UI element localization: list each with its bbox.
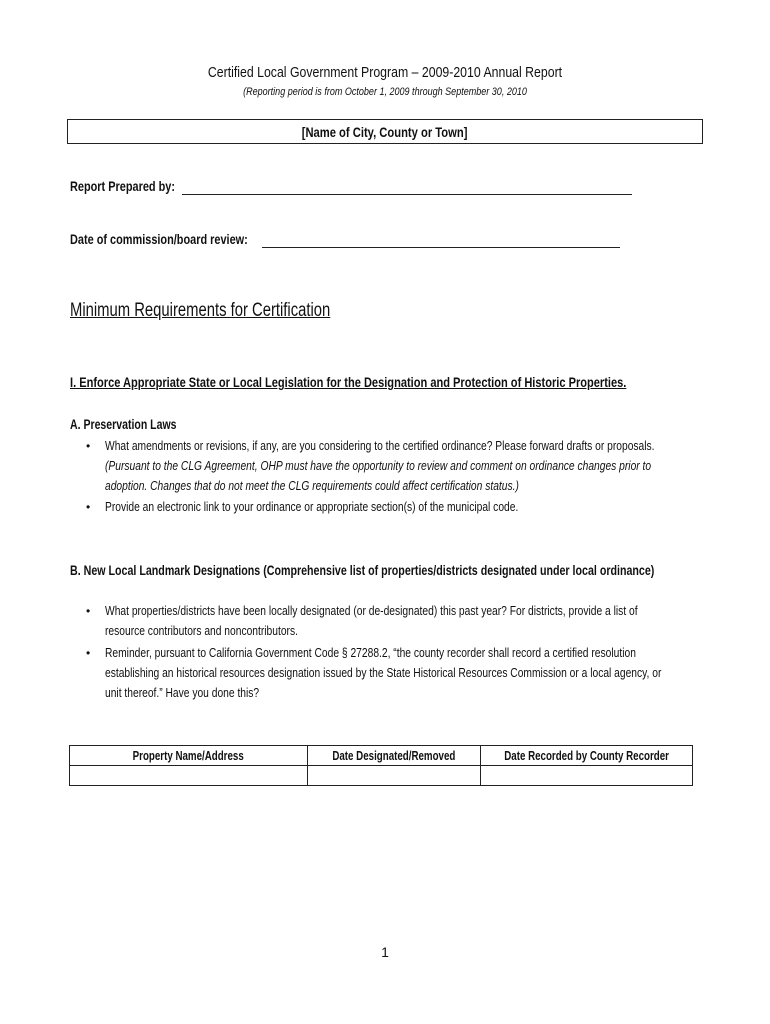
report-title: Certified Local Government Program – 2009-2010 Annual Report [207, 64, 563, 81]
table-header-row [70, 746, 693, 766]
review-date-label: Date of commission/board review: [70, 231, 248, 247]
name-of-city-placeholder: [Name of City, County or Town] [302, 124, 468, 140]
table-row [70, 766, 693, 786]
prepared-by-row [70, 178, 205, 194]
bullet-text: What properties/districts have been locally designated (or de-designated) this past year? For districts, provide a list of [105, 603, 638, 618]
name-of-city-box[interactable] [67, 119, 703, 144]
property-cell[interactable] [70, 766, 308, 786]
bullet-text: establishing an historical resources designation issued by the State Historical Resources Commission or a local agency, or [105, 665, 662, 680]
report-subtitle: (Reporting period is from October 1, 2009 through September 30, 2010 [243, 86, 527, 98]
bullet-text: (Pursuant to the CLG Agreement, OHP must have the opportunity to review and comment on ordinance changes prior to [105, 458, 652, 473]
min-requirements-heading: Minimum Requirements for Certification [70, 300, 331, 321]
bullet-dot-icon: • [86, 439, 91, 453]
bullet-text: adoption. Changes that do not meet the CLG requirements could affect certification status.) [105, 478, 519, 493]
page-number: 1 [381, 944, 389, 960]
bullet-text: What amendments or revisions, if any, are you considering to the certified ordinance? Please forward drafts or proposals. [105, 438, 655, 453]
bullet-text: unit thereof.” Have you done this? [105, 685, 260, 700]
column-header-date-designated: Date Designated/Removed [307, 746, 480, 766]
column-header-property: Property Name/Address [70, 746, 308, 766]
prepared-by-field[interactable] [182, 194, 632, 195]
bullet-dot-icon: • [86, 604, 91, 618]
bullet-dot-icon: • [86, 646, 91, 660]
date-designated-cell[interactable] [307, 766, 480, 786]
property-table [69, 745, 693, 786]
preservation-laws-heading: A. Preservation Laws [70, 417, 177, 432]
column-header-date-recorded: Date Recorded by County Recorder [480, 746, 692, 766]
bullet-dot-icon: • [86, 500, 91, 514]
date-recorded-cell[interactable] [480, 766, 692, 786]
review-date-field[interactable] [262, 247, 620, 248]
bullet-text: Reminder, pursuant to California Government Code § 27288.2, “the county recorder shall record a certified resolution [105, 645, 636, 660]
prepared-by-label: Report Prepared by: [70, 178, 175, 194]
section-1-heading: I. Enforce Appropriate State or Local Legislation for the Designation and Protection of Historic Properties. [70, 374, 627, 390]
review-date-row [70, 231, 298, 247]
bullet-text: Provide an electronic link to your ordinance or appropriate section(s) of the municipal code. [105, 499, 519, 514]
landmark-designations-heading: B. New Local Landmark Designations (Comprehensive list of properties/districts designated under local ordinance) [70, 563, 655, 578]
bullet-text: resource contributors and noncontributors. [105, 623, 298, 638]
